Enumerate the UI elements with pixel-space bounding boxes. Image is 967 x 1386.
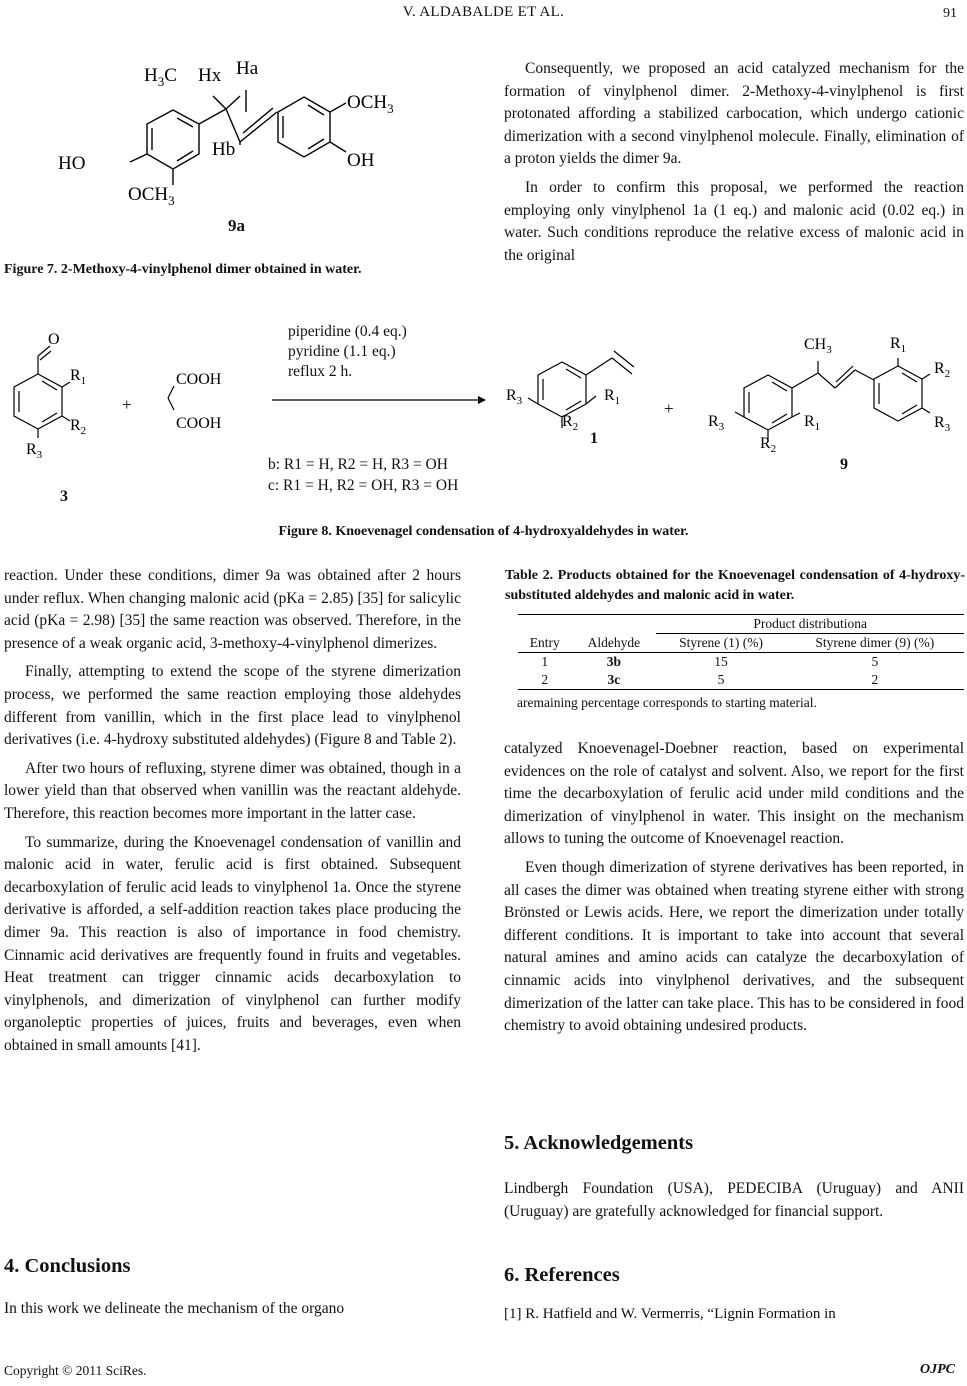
paragraph: reaction. Under these conditions, dimer 9a was obtained after 2 hours under reflux. When changing malonic acid (pKa = 2.85) [35] for salicylic acid (pKa = 2.98) [35] the same reaction was observed. Therefore, in the presence of a weak organic acid, 3-methoxy-4-vinylphenol dimerizes.: [4, 567, 461, 652]
section-heading-conclusions: 4. Conclusions: [4, 1255, 131, 1277]
column-header: Styrene dimer (9) (%): [815, 635, 935, 650]
svg-text:COOH: COOH: [176, 415, 222, 432]
compound-label-3: 3: [60, 488, 68, 505]
svg-text:+: +: [664, 399, 674, 418]
compound-label-9a: 9a: [228, 216, 245, 235]
table2-caption: Table 2. Products obtained for the Knoevenagel condensation of 4-hydroxy-substituted aldehydes and malonic acid in water.: [505, 568, 965, 603]
svg-text:R2: $R_2$: [70, 417, 87, 437]
page-header: [0, 2, 967, 26]
svg-text:H3C: $H_3C$: [144, 65, 177, 89]
svg-text:R2: $R_2$: [760, 435, 777, 455]
svg-text:Hx: Hx: [198, 65, 222, 86]
paragraph: In this work we delineate the mechanism of the organo: [4, 1300, 345, 1317]
figure7-structure: [40, 52, 440, 242]
reference-list: [504, 1303, 964, 1332]
svg-text:OCH3: $OCH_3$: [347, 92, 394, 116]
paragraph: Even though dimerization of styrene derivatives has been reported, in all cases the dimer was obtained when treating styrene either with strong Brönsted or Lewis acids. Here, we report the dimerization under totally different conditions. It is important to take into account that several natural amines and amino acids can catalyze the decarboxylation of cinnamic acids into vinylphenol derivatives, and the subsequent dimerization of the latter can take place. This has to be considered in food chemistry to avoid obtaining undesired products.: [504, 858, 964, 1035]
table-cell: 15: [714, 654, 728, 669]
table2: [518, 614, 964, 690]
svg-text:COOH: COOH: [176, 371, 222, 388]
table-group-header: Product distributiona: [656, 615, 964, 634]
svg-text:R2: $R_2$: [934, 360, 951, 380]
svg-text:OH: OH: [347, 150, 375, 171]
compound-label-9: 9: [840, 456, 848, 473]
svg-text:HO: HO: [58, 153, 86, 174]
reference-item: [1] R. Hatfield and W. Vermerris, “Lignin Formation in: [504, 1306, 836, 1322]
table-cell: 5: [717, 672, 725, 687]
condition-line: piperidine (0.4 eq.): [288, 323, 407, 340]
left-column-end: [4, 1298, 461, 1327]
column-header: Styrene (1) (%): [679, 635, 764, 650]
table-cell: 5: [871, 654, 879, 669]
acknowledgements: [504, 1178, 964, 1229]
legend-b: b: R1 = H, R2 = H, R3 = OH: [268, 456, 448, 473]
column-header: Entry: [529, 634, 560, 650]
svg-text:R3: $R_3$: [708, 413, 725, 433]
paragraph: catalyzed Knoevenagel-Doebner reaction, based on experimental evidences on the role of catalyst and solvent. Also, we report for the first time the decarboxylation of ferulic acid under mild conditions and the dimerization of vinylphenol in water. This insight on the mechanism allows to tuning the outcome of Knoevenagel reaction.: [504, 740, 964, 848]
paragraph: Finally, attempting to extend the scope of the styrene dimerization process, we performed the same reaction employing those aldehydes different from vanillin, which in the first place lead to vinylphenol derivatives (i.e. 4-hydroxy substituted aldehydes) (Figure 8 and Table 2).: [4, 663, 461, 749]
table-header-row: [518, 634, 964, 653]
table-row: [518, 653, 964, 672]
running-head: V. ALDABALDE ET AL.: [402, 4, 565, 20]
svg-text:OCH3: $OCH_3$: [128, 184, 175, 208]
condition-line: reflux 2 h.: [288, 363, 353, 380]
table-cell: 2: [541, 672, 549, 687]
svg-text:Ha: Ha: [236, 58, 259, 79]
paragraph: Consequently, we proposed an acid catalyzed mechanism for the formation of vinylphenol dimer. 2-Methoxy-4-vinylphenol is first protonated affording a stabilized carbocation, which undergo cationic dimerization with a second vinylphenol molecule. Finally, elimination of a proton yields the dimer 9a.: [504, 60, 964, 168]
left-column: [4, 565, 461, 1063]
paragraph: To summarize, during the Knoevenagel condensation of vanillin and malonic acid in water, ferulic acid is first obtained. Subsequent decarboxylation of ferulic acid leads to vinylphenol 1a. Once the styrene derivative is afforded, a self-addition reaction takes place producing the dimer 9a. This reaction is also of importance in food chemistry. Cinnamic acid derivatives are frequently found in fruits and vegetables. Heat treatment can trigger cinnamic acids decarboxylation to vinylphenols, and dimerization of vinylphenol can further modify organoleptic properties of juices, fruits and beverages, even when obtained in small amounts [41].: [4, 833, 461, 1054]
journal-name: OJPC: [920, 1362, 955, 1377]
copyright: Copyright © 2011 SciRes.: [4, 1363, 147, 1378]
paragraph: In order to confirm this proposal, we performed the reaction employing only vinylphenol 1a (1 eq.) and malonic acid (0.02 eq.) in water. Such conditions reproduce the relative excess of malonic acid in the original: [504, 178, 964, 264]
svg-text:R1: $R_1$: [604, 387, 621, 407]
svg-text:R1: $R_1$: [70, 367, 87, 387]
condition-line: pyridine (1.1 eq.): [288, 343, 396, 360]
table-cell: 1: [541, 654, 549, 669]
legend-c: c: R1 = H, R2 = OH, R3 = OH: [268, 477, 459, 494]
paragraph: Lindbergh Foundation (USA), PEDECIBA (Uruguay) and ANII (Uruguay) are gratefully acknowledged for financial support.: [504, 1180, 964, 1220]
reaction-conditions: [288, 322, 407, 382]
table-cell: 3b: [606, 654, 622, 669]
table-cell: 3c: [607, 672, 621, 687]
table-cell: 2: [871, 672, 879, 687]
svg-text:+: +: [122, 395, 132, 414]
section-heading-acknowledgements: 5. Acknowledgements: [504, 1132, 694, 1154]
figure7-caption: Figure 7. 2-Methoxy-4-vinylphenol dimer obtained in water.: [4, 262, 362, 277]
section-heading-references: 6. References: [504, 1264, 620, 1286]
svg-text:CH3: $CH_3$: [804, 336, 832, 356]
svg-text:R3: $R_3$: [26, 441, 43, 461]
table-row: [518, 671, 964, 690]
svg-text:O: O: [48, 331, 60, 348]
svg-text:R1: $R_1$: [804, 413, 821, 433]
svg-text:Hb: Hb: [212, 139, 236, 160]
compound-label-1: 1: [590, 430, 598, 447]
table2-footnote: aremaining percentage corresponds to starting material.: [517, 695, 817, 710]
right-top-column: [504, 58, 964, 273]
column-header: Aldehyde: [587, 634, 641, 650]
figure8-scheme: [0, 316, 967, 516]
right-column: [504, 738, 964, 1044]
svg-text:R1: $R_1$: [890, 335, 907, 355]
svg-text:R3: $R_3$: [934, 414, 951, 434]
substituent-legend: [268, 454, 458, 496]
svg-text:R2: $R_2$: [562, 413, 579, 433]
page-number: 91: [943, 6, 957, 21]
paragraph: After two hours of refluxing, styrene dimer was obtained, though in a lower yield than that observed when vanillin was the reactant aldehyde. Therefore, this reaction becomes more important in the latter case.: [4, 759, 461, 822]
svg-text:R3: $R_3$: [506, 387, 523, 407]
figure8-caption: Figure 8. Knoevenagel condensation of 4-hydroxyaldehydes in water.: [278, 524, 689, 539]
